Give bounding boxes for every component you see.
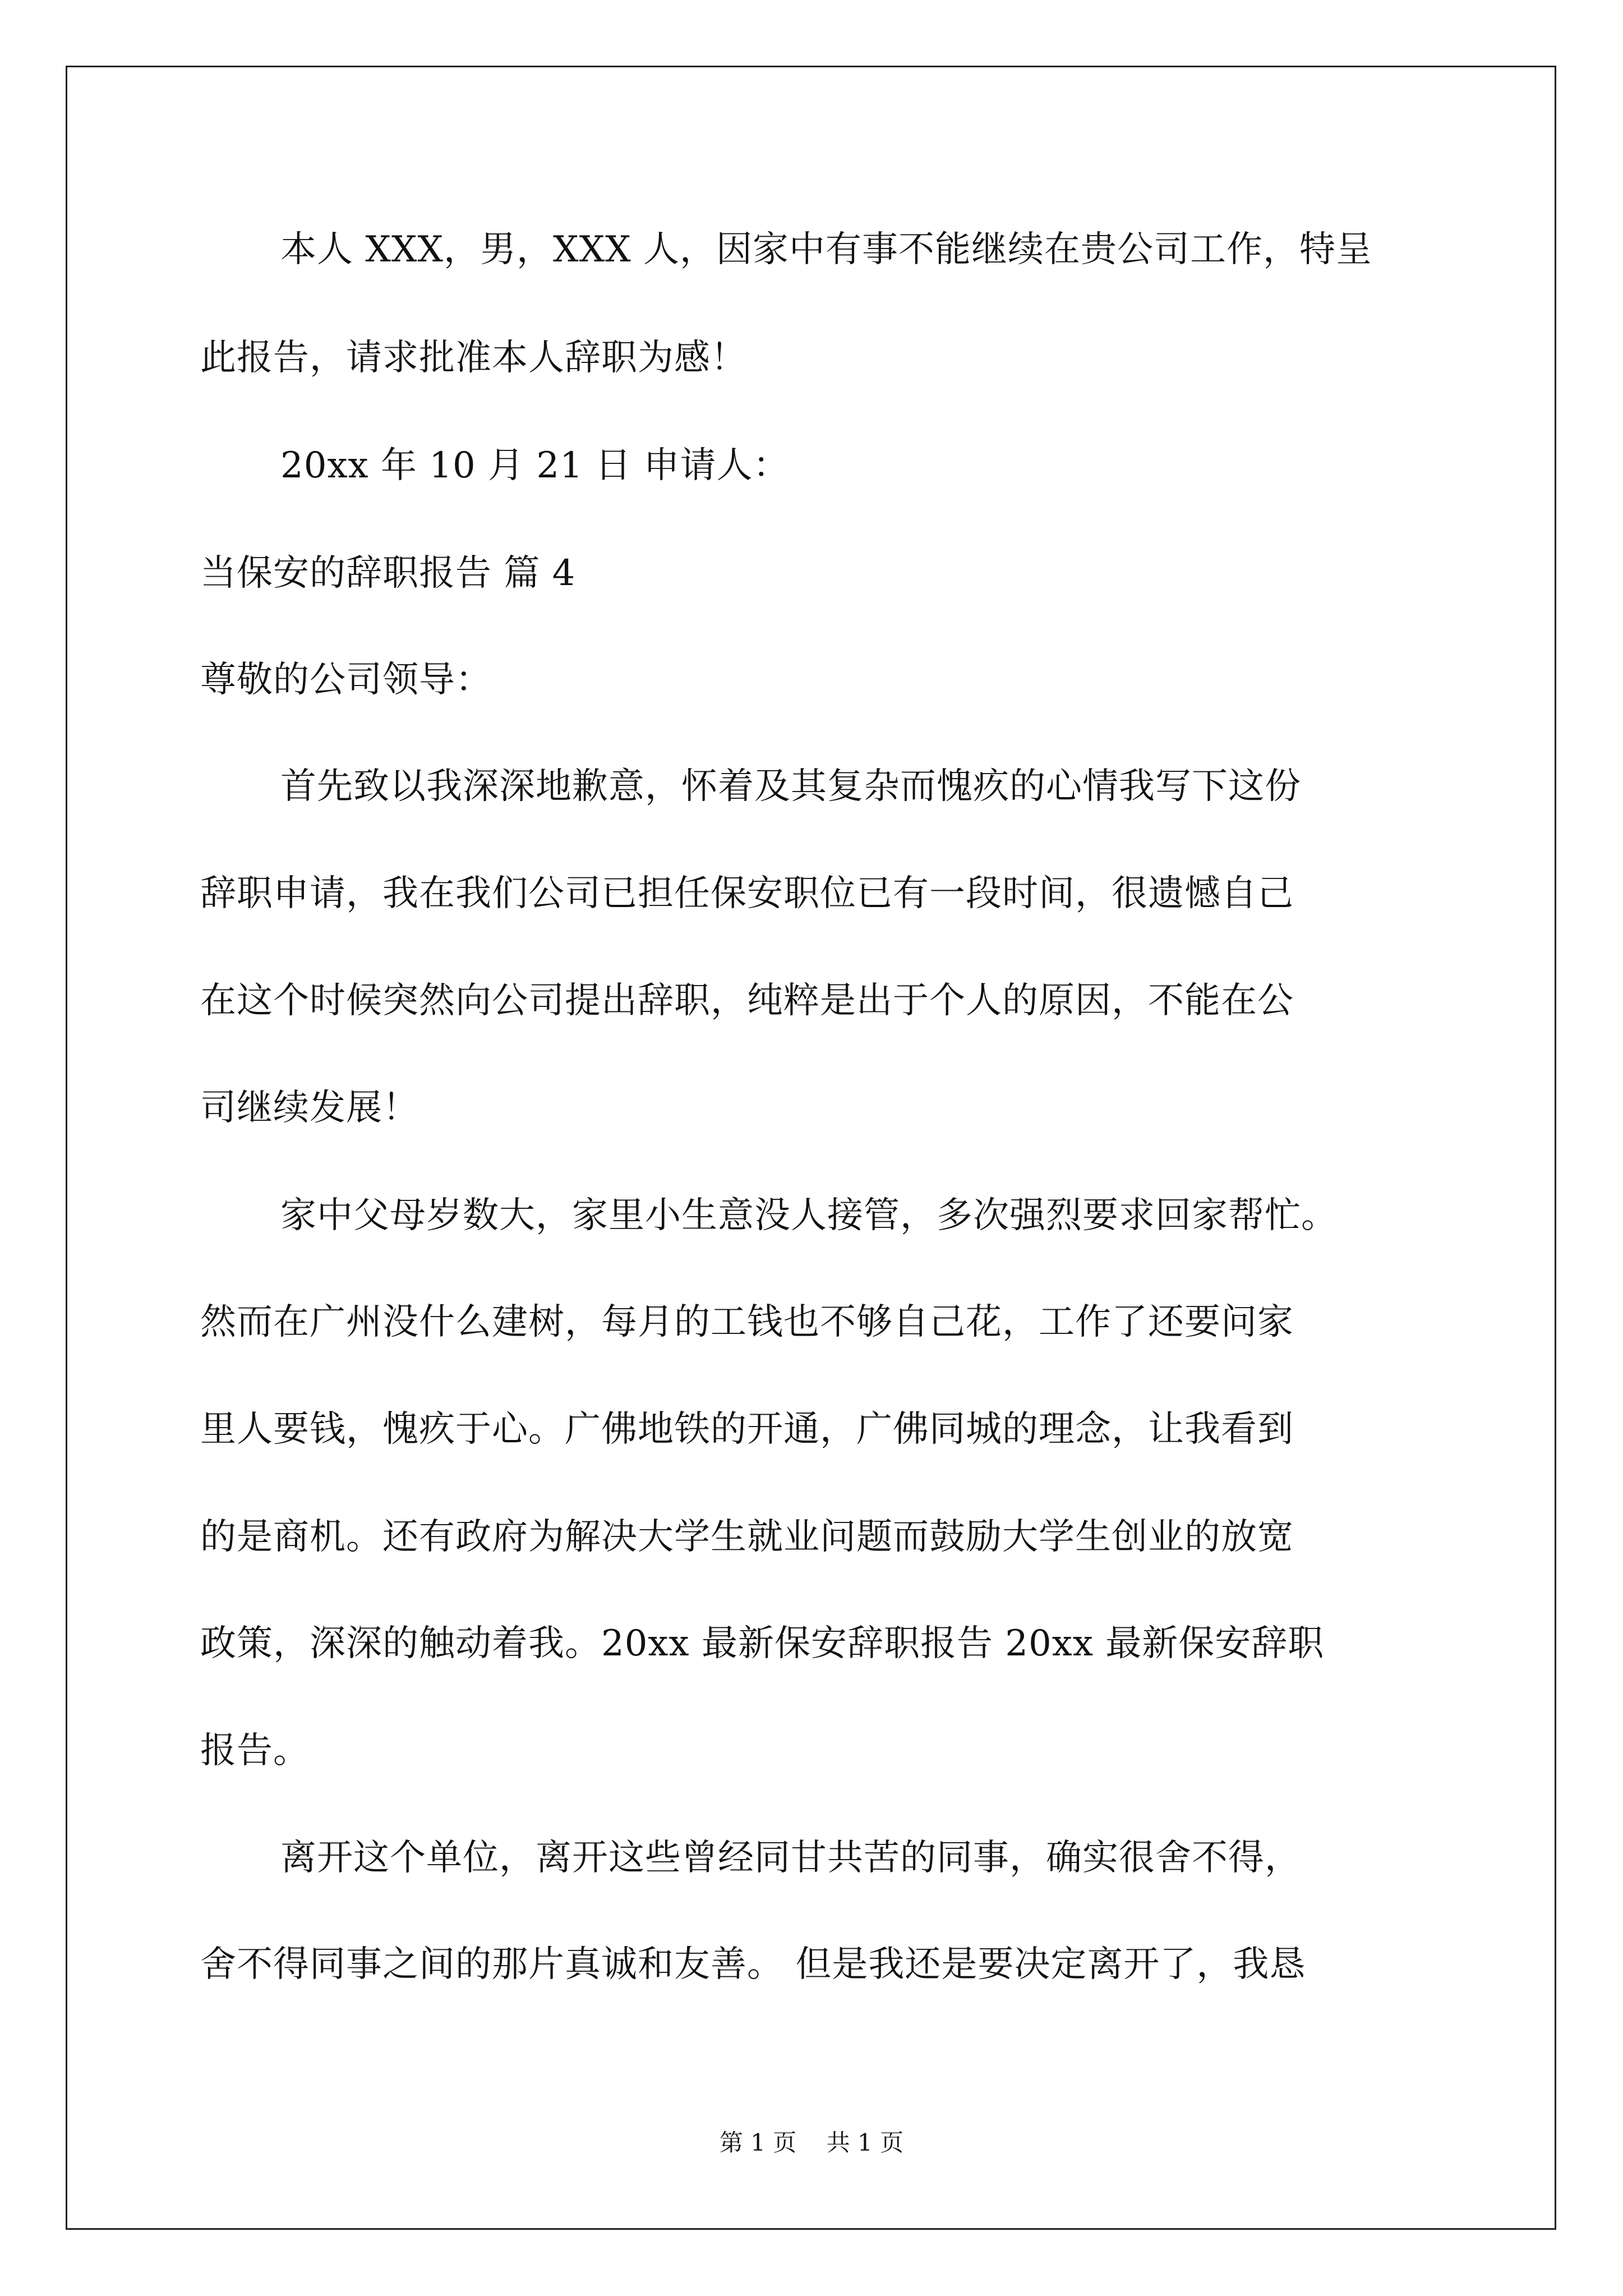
page-border [66, 66, 1556, 2230]
paragraph-line: 然而在广州没什么建树，每月的工钱也不够自己花，工作了还要问家 [200, 1301, 1294, 1343]
paragraph-line: 政策，深深的触动着我。20xx 最新保安辞职报告 20xx 最新保安辞职 [200, 1623, 1325, 1664]
paragraph-line: 舍不得同事之间的那片真诚和友善。 但是我还是要决定离开了，我恳 [200, 1944, 1306, 1985]
paragraph-line: 此报告，请求批准本人辞职为感！ [200, 337, 747, 379]
paragraph-line: 家中父母岁数大，家里小生意没人接管，多次强烈要求回家帮忙。 [280, 1195, 1338, 1236]
paragraph-line: 报告。 [200, 1730, 310, 1772]
paragraph-line: 首先致以我深深地歉意，怀着及其复杂而愧疚的心情我写下这份 [280, 766, 1301, 807]
paragraph-line: 的是商机。还有政府为解决大学生就业问题而鼓励大学生创业的放宽 [200, 1516, 1294, 1558]
paragraph-line: 里人要钱，愧疚于心。广佛地铁的开通，广佛同城的理念，让我看到 [200, 1409, 1294, 1450]
paragraph-line: 辞职申请，我在我们公司已担任保安职位已有一段时间，很遗憾自己 [200, 873, 1294, 914]
paragraph-line: 司继续发展！ [200, 1087, 419, 1129]
section-heading: 当保安的辞职报告 篇 4 [200, 553, 576, 594]
date-applicant-line: 20xx 年 10 月 21 日 申请人： [280, 445, 790, 486]
page-number-footer: 第 1 页 共 1 页 [719, 2129, 904, 2156]
paragraph-line: 在这个时候突然向公司提出辞职，纯粹是出于个人的原因，不能在公 [200, 980, 1294, 1022]
paragraph-line: 本人 XXX，男，XXX 人，因家中有事不能继续在贵公司工作，特呈 [280, 229, 1373, 270]
salutation: 尊敬的公司领导： [200, 659, 492, 701]
paragraph-line: 离开这个单位，离开这些曾经同甘共苦的同事，确实很舍不得， [280, 1837, 1301, 1879]
